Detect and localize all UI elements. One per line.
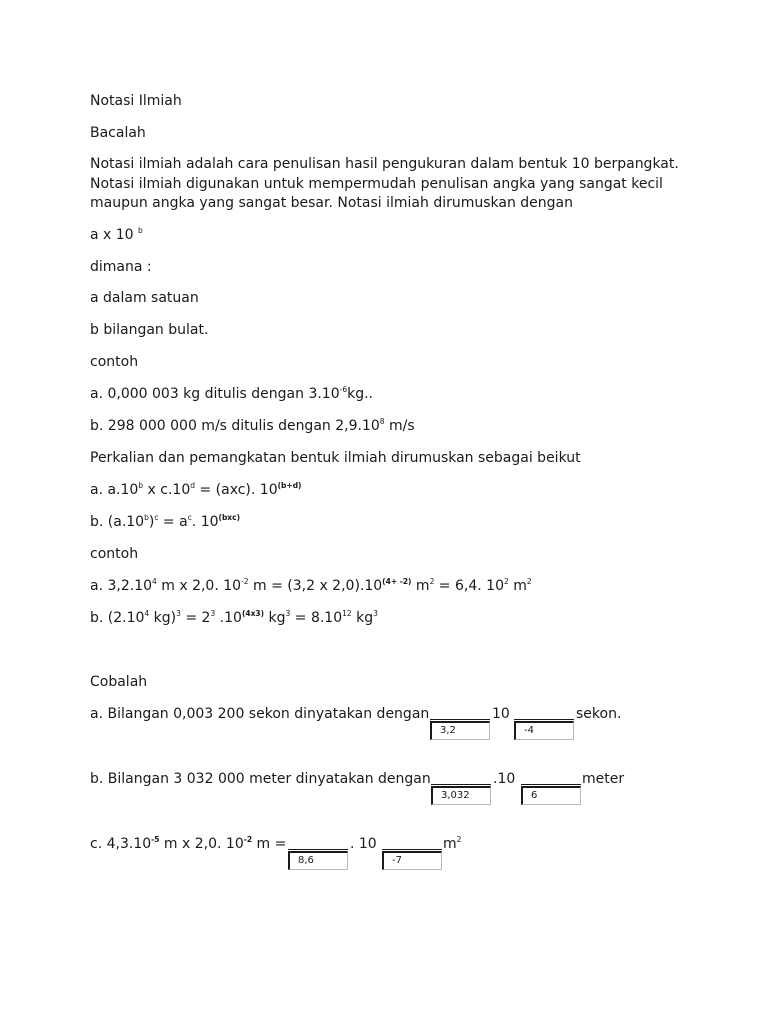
question-a-text: a. Bilangan 0,003 200 sekon dinyatakan dengan [90, 706, 430, 722]
section-heading-bacalah: Bacalah [90, 125, 146, 141]
definition-a: a dalam satuan [90, 290, 199, 306]
formula: a x 10 $^b$ [90, 226, 143, 243]
definition-b: b bilangan bulat. [90, 322, 209, 338]
question-a-unit: sekon. [576, 706, 622, 722]
example-b: b. 298 000 000 m/s ditulis dengan 2,9.10$^8$ m/s [90, 417, 415, 434]
question-a-base: 10 [492, 706, 510, 722]
rule-b: b. $(a.10^b)^c = a^c$. $10^{(bxc)}$ [90, 513, 241, 530]
rules-intro: Perkalian dan pemangkatan bentuk ilmiah dirumuskan sebagai beikut [90, 450, 581, 466]
calc-a: a. 3,2.10$^4$ m x 2,0. $10^{-2}$ m = (3,2 x $2,0).10^{(4+ -2)}$ $m^2 = 6,4$. $10^2$ $m^2$ [90, 577, 532, 594]
blank-line [288, 849, 348, 850]
question-c-base: . 10 [350, 836, 377, 852]
blank-line [514, 719, 574, 720]
question-b-unit: meter [582, 771, 625, 787]
section-heading-cobalah: Cobalah [90, 674, 148, 690]
question-b-text: b. Bilangan 3 032 000 meter dinyatakan dengan [90, 771, 431, 787]
answer-a-coefficient[interactable]: 3,2 [430, 721, 490, 740]
question-b-base: .10 [493, 771, 516, 787]
blank-line [382, 849, 442, 850]
blank-line [431, 784, 491, 785]
question-c-text: c. $4,3.10^{-5}$ m x 2,0. $10^{-2}$ m = [90, 835, 287, 852]
rule-a: a. a.10$^b$ x c.10$^d$ = (axc). $10^{(b+d)}$ [90, 481, 302, 498]
example-heading: contoh [90, 354, 139, 370]
page-title: Notasi Ilmiah [90, 93, 182, 109]
intro-paragraph: Notasi ilmiah adalah cara penulisan hasil pengukuran dalam bentuk 10 berpangkat. Notasi ilmiah digunakan untuk mempermudah penulisan angka yang sangat kecil maupun angka yang sangat besar. Notasi ilmiah dirumuskan dengan [90, 156, 679, 211]
answer-a-exponent[interactable]: -4 [514, 721, 574, 740]
answer-b-coefficient[interactable]: 3,032 [431, 786, 491, 805]
calc-b: b. (2.10$^4$ $kg)^3 = 2^3$ $.10^{(4x3)}$ $kg^3 = 8.10^{12}$ $kg^3$ [90, 609, 378, 626]
dimana-label: dimana : [90, 259, 152, 275]
answer-b-exponent[interactable]: 6 [521, 786, 581, 805]
example-a: a. 0,000 003 kg ditulis dengan $3.10^{-6}kg$.. [90, 385, 374, 402]
answer-c-exponent[interactable]: -7 [382, 851, 442, 870]
answer-c-coefficient[interactable]: 8,6 [288, 851, 348, 870]
example-heading-2: contoh [90, 546, 139, 562]
blank-line [430, 719, 490, 720]
question-c-unit: $m^2$ [443, 835, 462, 852]
blank-line [521, 784, 581, 785]
